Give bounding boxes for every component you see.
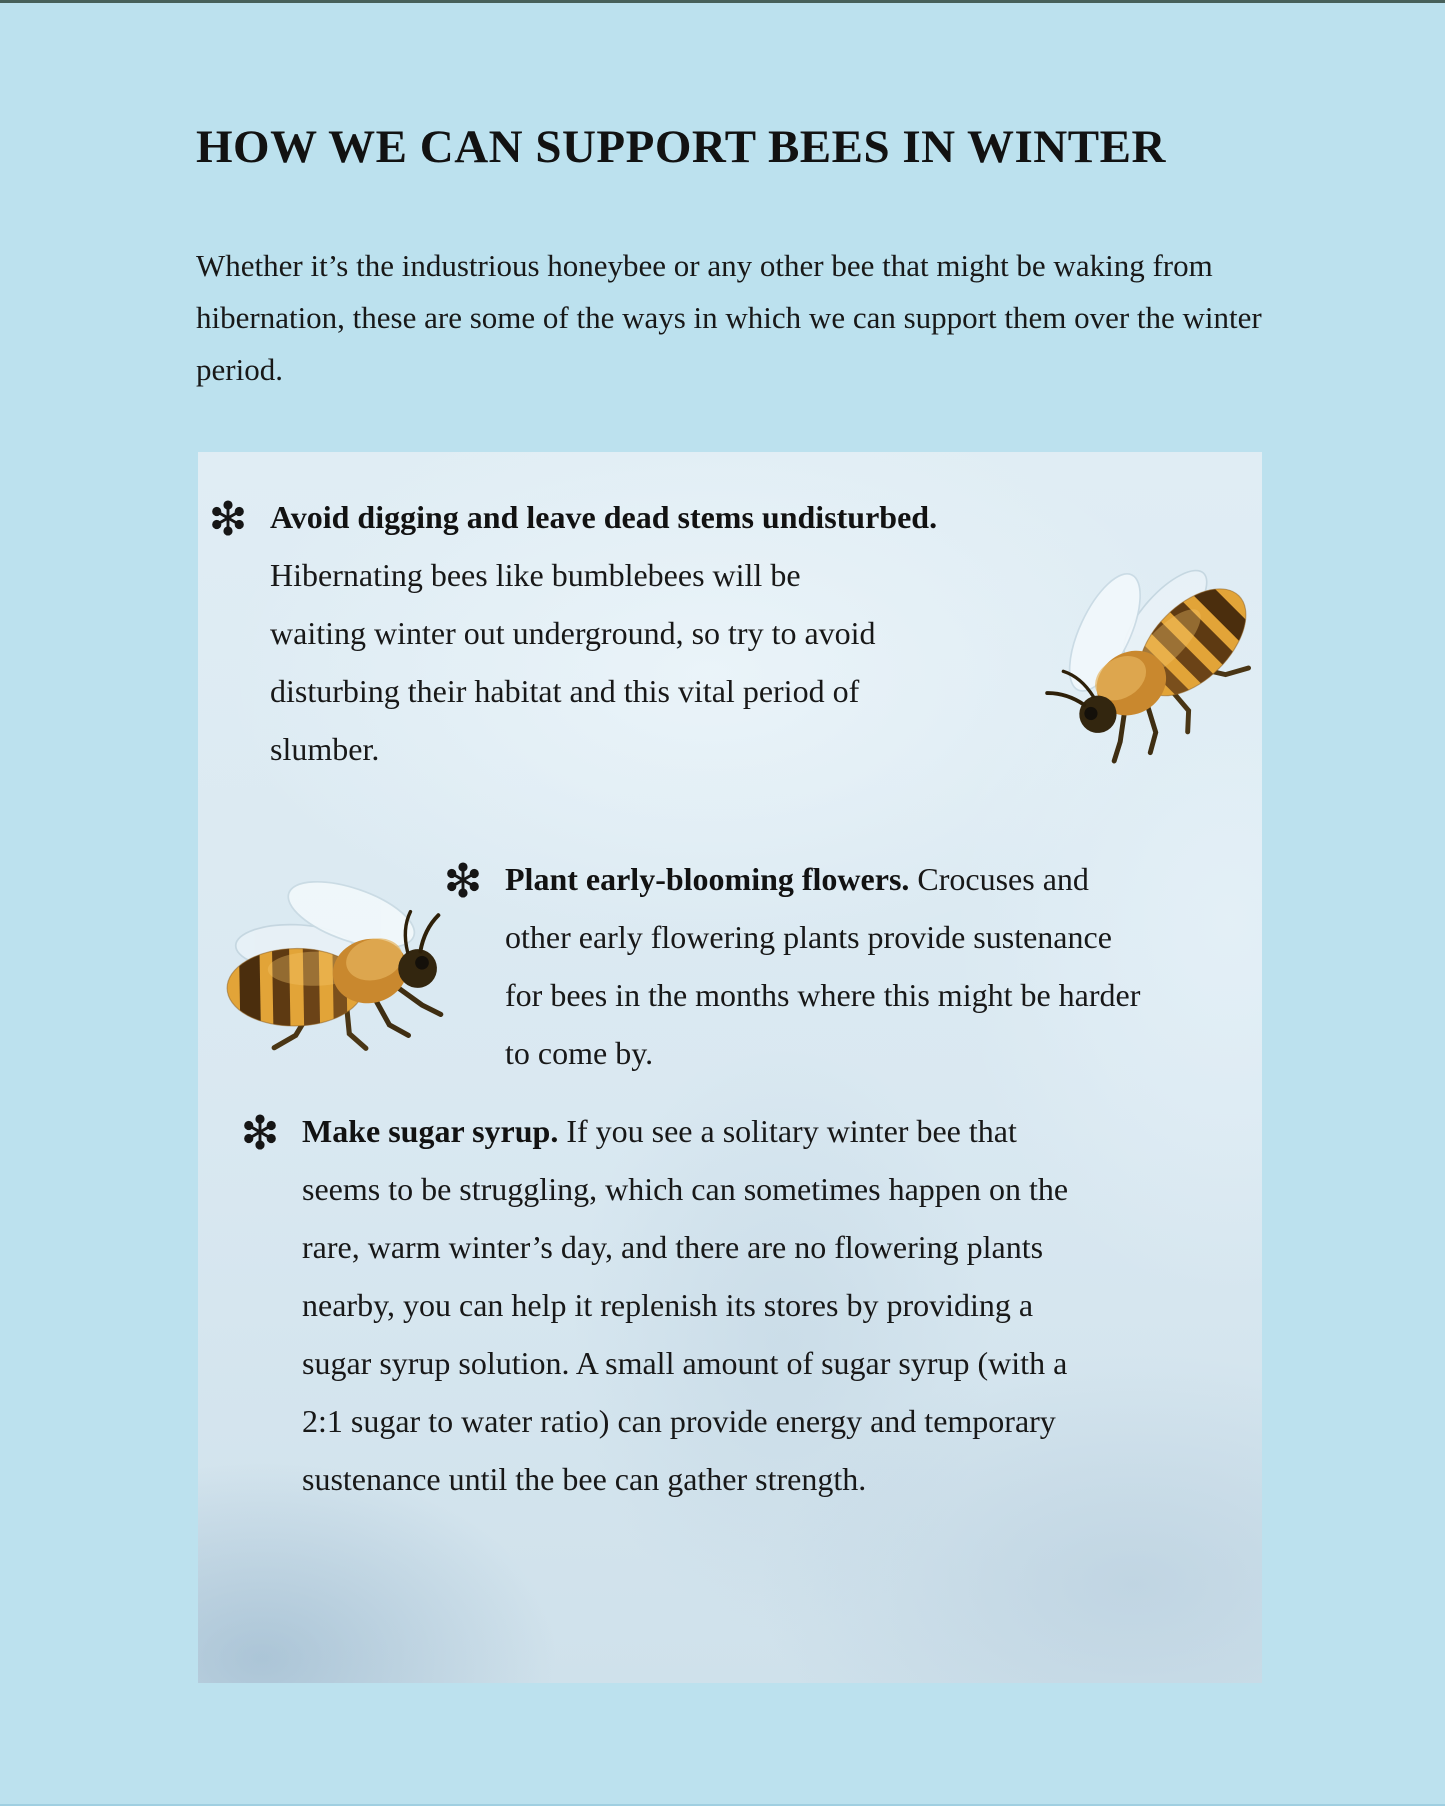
page-title: HOW WE CAN SUPPORT BEES IN WINTER	[196, 121, 1166, 173]
tip-avoid-digging	[210, 488, 1180, 778]
tip-detail-text: Crocuses and other early flowering plants provide sustenance for bees in the months where this might be harder to come by.	[505, 861, 1141, 1071]
tip-detail-text: If you see a solitary winter bee that seems to be struggling, which can sometimes happen on the rare, warm winter’s day, and there are no flowering plants nearby, you can help it replenish its stores by providing a sugar syrup solution. A small amount of sugar syrup (with a 2:1 sugar to water ratio) can provide energy and temporary sustenance until the bee can gather strength.	[302, 1113, 1069, 1497]
tip-lead-text: Avoid digging and leave dead stems undisturbed.	[270, 499, 938, 535]
page-top-edge	[0, 0, 1445, 3]
tip-lead-text: Plant early-blooming flowers.	[505, 861, 910, 897]
tip-body	[270, 488, 1180, 778]
tips-box	[198, 452, 1262, 1683]
tip-lead-text: Make sugar syrup.	[302, 1113, 559, 1149]
tip-plant-flowers	[445, 850, 1153, 1082]
tip-detail-text: Hibernating bees like bumblebees will be waiting winter out underground, so try to avoid disturbing their habitat and this vital period of slumber.	[270, 557, 876, 767]
tip-body	[302, 1102, 1070, 1508]
tip-make-sugar-syrup	[242, 1102, 1070, 1508]
tip-body	[505, 850, 1153, 1082]
asterisk-bullet-icon	[242, 1114, 278, 1150]
intro-paragraph: Whether it’s the industrious honeybee or any other bee that might be waking from hibernation, these are some of the ways in which we can support them over the winter period.	[196, 248, 1262, 387]
asterisk-bullet-icon	[210, 500, 246, 536]
asterisk-bullet-icon	[445, 862, 481, 898]
